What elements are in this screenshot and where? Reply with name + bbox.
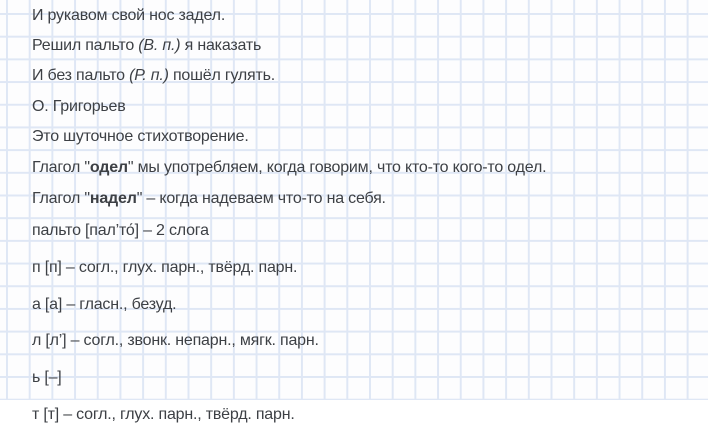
poem-line-2-pre: Решил пальто — [31, 37, 139, 54]
explanation-odel-pre: Глагол " — [31, 159, 90, 176]
explanation-nadel-pre: Глагол " — [31, 190, 90, 207]
phonetic-row-t-text: т [т] – согл., глух. парн., твёрд. парн. — [31, 406, 295, 423]
phonetic-title-text: пальто [пал’то́] – 2 слога — [31, 222, 209, 239]
poem-author-text: О. Григорьев — [31, 98, 126, 115]
poem-line-2-post: я наказать — [180, 37, 262, 54]
poem-line-3-post: пошёл гулять. — [168, 67, 276, 84]
explanation-odel-word: одел — [89, 159, 128, 176]
explanation-intro-text: Это шуточное стихотворение. — [31, 128, 249, 145]
phonetic-row-p-text: п [п] – согл., глух. парн., твёрд. парн. — [31, 259, 298, 276]
poem-line-2-case-label: (В. п.) — [138, 37, 181, 54]
explanation-odel-post: " мы употребляем, когда говорим, что кто-то кого-то одел. — [127, 159, 547, 176]
explanation-nadel-post: " – когда надеваем что-то на себя. — [136, 190, 386, 207]
phonetic-row-a-text: а [а] – гласн., безуд. — [31, 296, 177, 313]
poem-line-3-pre: И без пальто — [31, 67, 130, 84]
phonetic-row-l-text: л [л’] – согл., звонк. непарн., мягк. парн. — [31, 332, 319, 349]
phonetic-row-soft-sign-text: ь [–] — [31, 369, 62, 386]
explanation-nadel-word: надел — [89, 190, 137, 207]
poem-line-3-case-label: (Р. п.) — [129, 67, 169, 84]
phonetic-row-t — [15, 391, 295, 439]
poem-line-1-text: И рукавом свой нос задел. — [31, 7, 226, 24]
